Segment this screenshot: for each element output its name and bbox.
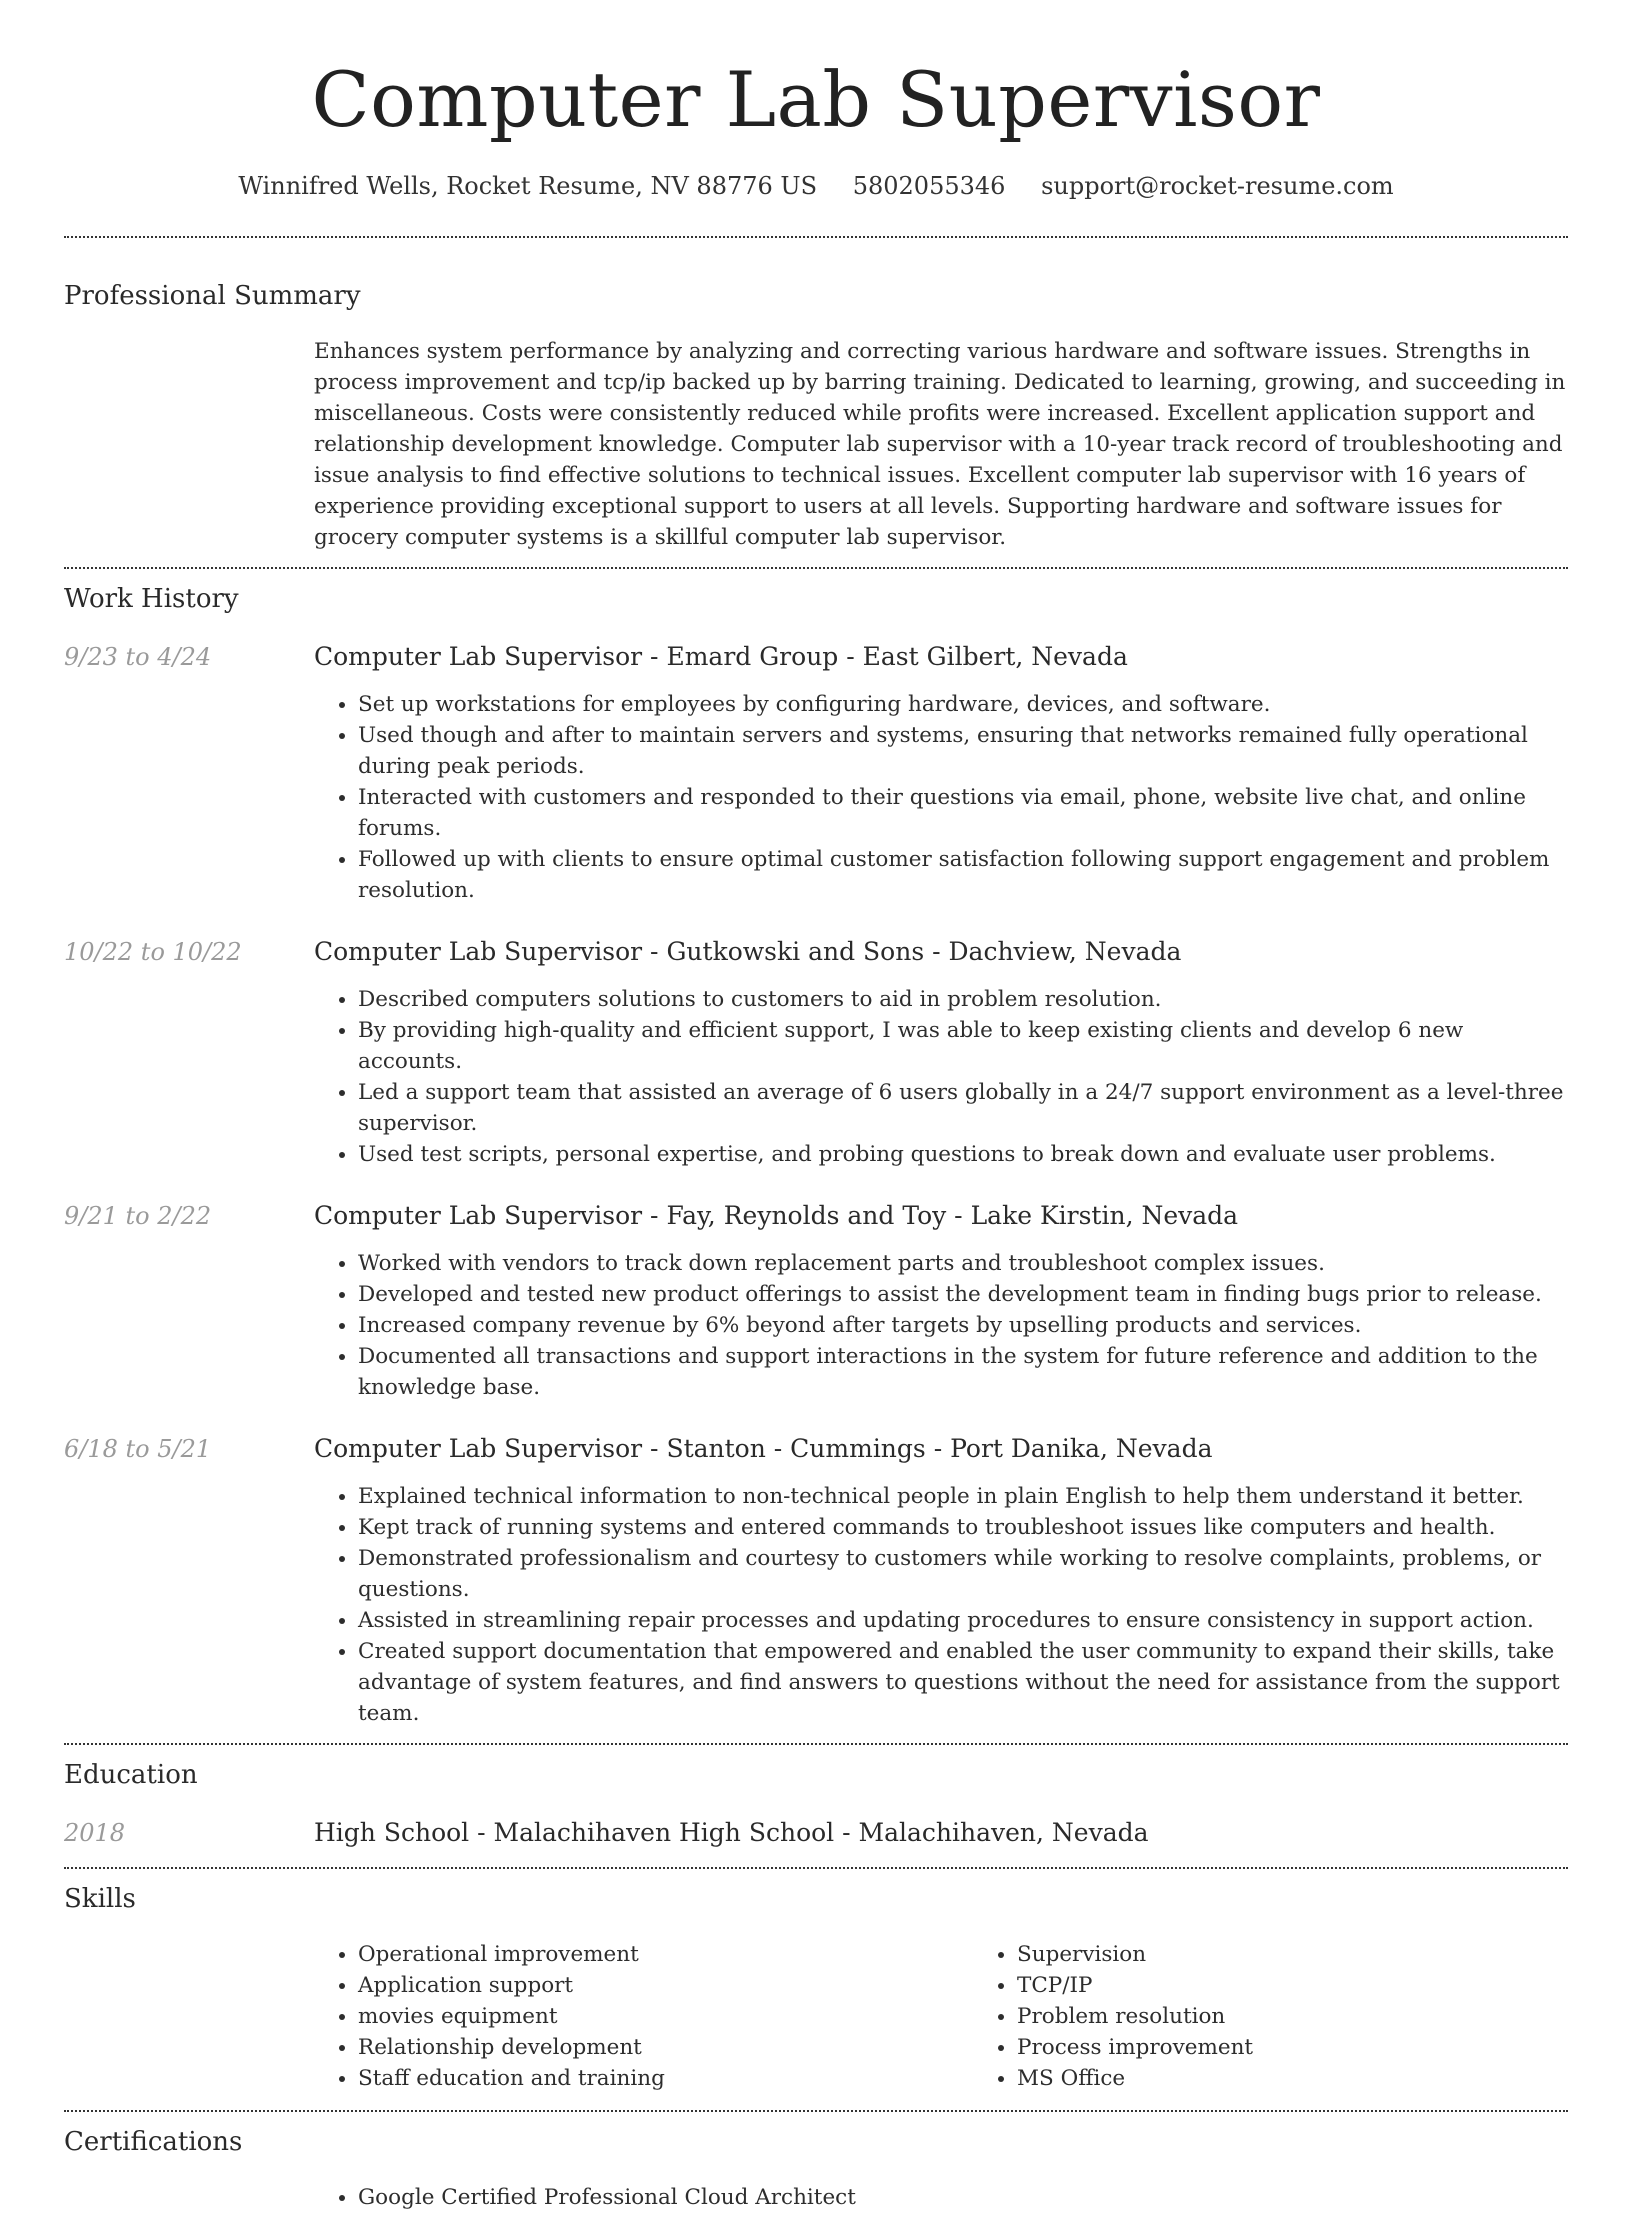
certifications-section — [64, 2112, 1568, 2213]
skill-item: • movies equipment — [358, 2001, 973, 2032]
education-heading: Education — [64, 1760, 198, 1790]
job-bullet-list — [314, 1248, 1568, 1403]
skill-item: • Application support — [358, 1970, 973, 2001]
job-bullet: • Documented all transactions and support interactions in the system for future reference and addition to the knowledge base. — [358, 1341, 1568, 1403]
job-bullet: • Developed and tested new product offerings to assist the development team in finding bugs prior to release. — [358, 1279, 1568, 1310]
job-heading: Computer Lab Supervisor - Stanton - Cummings - Port Danika, Nevada — [314, 1434, 1213, 1463]
job-body — [314, 639, 1568, 906]
skill-item: • Process improvement — [1017, 2032, 1632, 2063]
summary-text: Enhances system performance by analyzing and correcting various hardware and software issues. Strengths in process improvement and tcp/ip backed up by barring training. Dedicated to learning, growing, and succeeding in miscellaneous. Costs were consistently reduced while profits were increased. Excellent application support and relationship development knowledge. Computer lab supervisor with a 10-year track record of troubleshooting and issue analysis to find effective solutions to technical issues. Excellent computer lab supervisor with 16 years of experience providing exceptional support to users at all levels. Supporting hardware and software issues for grocery computer systems is a skillful computer lab supervisor. — [314, 339, 1566, 550]
job-entry — [64, 639, 1568, 906]
job-body — [314, 934, 1568, 1170]
job-dates: 9/23 to 4/24 — [64, 643, 212, 671]
job-bullet: • Worked with vendors to track down replacement parts and troubleshoot complex issues. — [358, 1248, 1568, 1279]
job-dates: 6/18 to 5/21 — [64, 1435, 212, 1463]
certifications-body — [314, 2182, 1568, 2213]
job-bullet-list — [314, 984, 1568, 1170]
summary-body — [314, 336, 1568, 553]
summary-section — [64, 238, 1568, 553]
job-entry — [64, 1198, 1568, 1403]
job-dates: 10/22 to 10/22 — [64, 938, 242, 966]
skill-item: • TCP/IP — [1017, 1970, 1632, 2001]
certification-item: • Google Certified Professional Cloud Architect — [358, 2182, 1568, 2213]
job-bullet: • Increased company revenue by 6% beyond after targets by upselling products and services. — [358, 1310, 1568, 1341]
education-entry — [64, 1815, 1568, 1851]
job-bullet: • Interacted with customers and responded to their questions via email, phone, website live chat, and online forums. — [358, 782, 1568, 844]
job-heading: Computer Lab Supervisor - Gutkowski and Sons - Dachview, Nevada — [314, 937, 1182, 966]
job-bullet: • Used test scripts, personal expertise, and probing questions to break down and evaluate user problems. — [358, 1139, 1568, 1170]
job-bullet: • Used though and after to maintain servers and systems, ensuring that networks remained fully operational during peak periods. — [358, 720, 1568, 782]
resume-title: Computer Lab Supervisor — [311, 55, 1321, 144]
skills-row — [64, 1939, 1568, 2094]
job-bullet: • Led a support team that assisted an average of 6 users globally in a 24/7 support environment as a level-three supervisor. — [358, 1077, 1568, 1139]
skills-section — [64, 1869, 1568, 2094]
education-section — [64, 1745, 1568, 1851]
resume-header — [64, 0, 1568, 206]
skill-item: • Problem resolution — [1017, 2001, 1632, 2032]
job-bullet: • Kept track of running systems and entered commands to troubleshoot issues like computers and health. — [358, 1512, 1568, 1543]
certifications-row — [64, 2182, 1568, 2213]
skills-heading: Skills — [64, 1884, 136, 1914]
job-bullet: • Assisted in streamlining repair processes and updating procedures to ensure consistency in support action. — [358, 1605, 1568, 1636]
job-body — [314, 1198, 1568, 1403]
job-entry — [64, 1431, 1568, 1729]
job-bullet: • By providing high-quality and efficient support, I was able to keep existing clients and develop 6 new accounts. — [358, 1015, 1568, 1077]
job-entry — [64, 934, 1568, 1170]
job-body — [314, 1431, 1568, 1729]
skill-item: • MS Office — [1017, 2063, 1632, 2094]
job-bullet-list — [314, 689, 1568, 906]
contact-address: Winnifred Wells, Rocket Resume, NV 88776 US — [238, 172, 818, 200]
certifications-heading: Certifications — [64, 2127, 243, 2157]
work-section — [64, 569, 1568, 1729]
summary-row — [64, 336, 1568, 553]
job-bullet-list — [314, 1481, 1568, 1729]
job-bullet: • Followed up with clients to ensure optimal customer satisfaction following support engagement and problem resolution. — [358, 844, 1568, 906]
job-bullet: • Set up workstations for employees by configuring hardware, devices, and software. — [358, 689, 1568, 720]
summary-heading: Professional Summary — [64, 281, 361, 311]
skills-list-left — [314, 1939, 973, 2094]
education-body — [314, 1815, 1568, 1851]
job-dates: 9/21 to 2/22 — [64, 1202, 212, 1230]
education-year: 2018 — [64, 1819, 126, 1847]
work-heading: Work History — [64, 584, 239, 614]
contact-line — [64, 166, 1568, 206]
contact-phone: 5802055346 — [852, 172, 1006, 200]
job-heading: Computer Lab Supervisor - Emard Group - East Gilbert, Nevada — [314, 642, 1128, 671]
skills-list-right — [973, 1939, 1632, 2094]
skills-grid — [314, 1939, 1632, 2094]
skill-item: • Relationship development — [358, 2032, 973, 2063]
job-bullet: • Created support documentation that empowered and enabled the user community to expand their skills, take advantage of system features, and find answers to questions without the need for assistance from the support team. — [358, 1636, 1568, 1729]
skill-item: • Operational improvement — [358, 1939, 973, 1970]
contact-email: support@rocket-resume.com — [1041, 172, 1394, 200]
skill-item: • Supervision — [1017, 1939, 1632, 1970]
job-bullet: • Explained technical information to non-technical people in plain English to help them understand it better. — [358, 1481, 1568, 1512]
job-heading: Computer Lab Supervisor - Fay, Reynolds and Toy - Lake Kirstin, Nevada — [314, 1201, 1239, 1230]
certifications-list — [314, 2182, 1568, 2213]
skill-item: • Staff education and training — [358, 2063, 973, 2094]
job-bullet: • Described computers solutions to customers to aid in problem resolution. — [358, 984, 1568, 1015]
education-heading-line: High School - Malachihaven High School - Malachihaven, Nevada — [314, 1818, 1149, 1847]
job-bullet: • Demonstrated professionalism and courtesy to customers while working to resolve complaints, problems, or questions. — [358, 1543, 1568, 1605]
